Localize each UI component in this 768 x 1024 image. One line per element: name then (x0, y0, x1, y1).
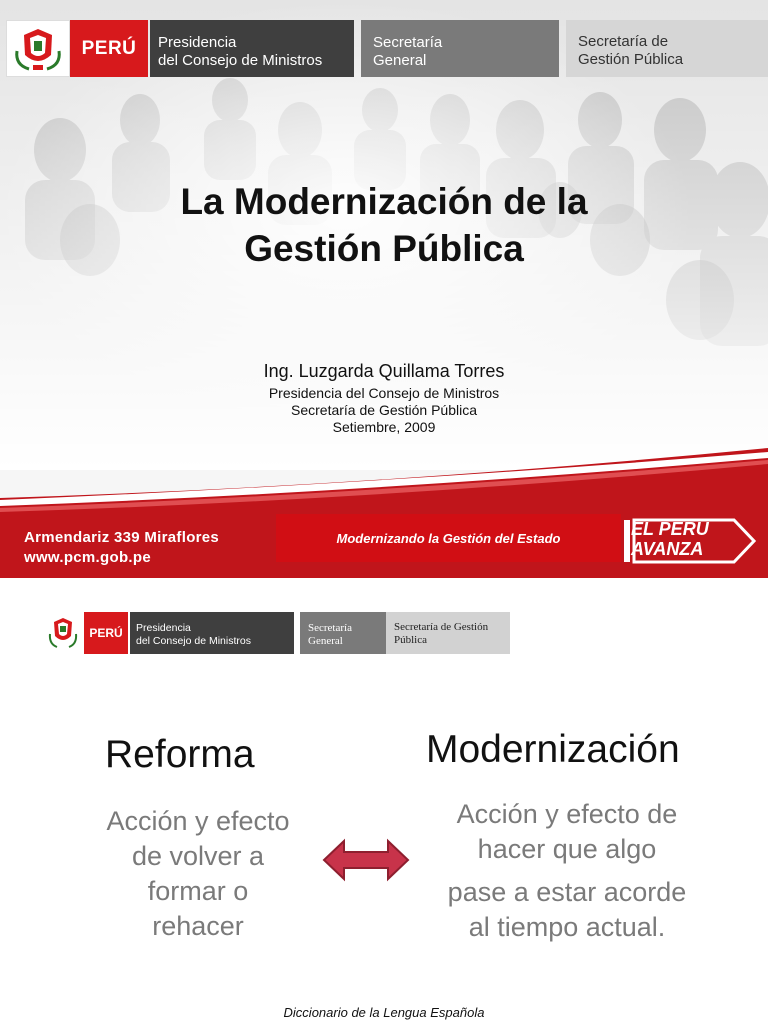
term-reforma: Reforma (105, 733, 255, 776)
def-left-line1: Acción y efecto (106, 806, 290, 836)
sg-line2: General (308, 635, 343, 647)
def-right-line2: hacer que algo (477, 834, 657, 864)
author-name: Ing. Luzgarda Quillama Torres (263, 361, 505, 381)
footer-swoosh (0, 448, 768, 518)
pcm-line2: del Consejo de Ministros (158, 52, 323, 69)
pcm-line1: Presidencia (136, 622, 191, 634)
def-right-line1: Acción y efecto de (456, 799, 678, 829)
sg-line1: Secretaría (373, 34, 443, 51)
sgp-line1: Secretaría de Gestión (394, 621, 489, 633)
footer-slogan: Modernizando la Gestión del Estado (276, 514, 621, 562)
el-peru-avanza-text (631, 519, 709, 559)
def-right-line4: al tiempo actual. (468, 912, 666, 942)
footer-contact (24, 528, 219, 568)
sgp-line2: Gestión Pública (578, 51, 684, 68)
pcm-block (130, 612, 294, 654)
term-modernizacion: Modernización (426, 728, 680, 771)
org-line1: Presidencia del Consejo de Ministros (268, 385, 500, 401)
def-right-line3: pase a estar acorde (447, 877, 687, 907)
pcm-line2: del Consejo de Ministros (136, 635, 251, 647)
title-line2: Gestión Pública (244, 228, 524, 269)
pcm-block (150, 20, 354, 77)
peru-coat-of-arms-icon (44, 612, 82, 654)
def-left-line4: rehacer (152, 911, 244, 941)
title-line1: La Modernización de la (180, 181, 588, 222)
peru-label: PERÚ (70, 20, 148, 77)
def-left-line2: de volver a (131, 841, 265, 871)
sgp-line1: Secretaría de (578, 33, 669, 50)
logo-line2: AVANZA (631, 539, 704, 559)
secretaria-gestion-publica-block (386, 612, 510, 654)
def-left-line3: formar o (147, 876, 249, 906)
source-citation: Diccionario de la Lengua Española (283, 1005, 485, 1020)
org-line2: Secretaría de Gestión Pública (291, 402, 477, 418)
logo-line1: EL PERU (631, 519, 709, 539)
footer-url[interactable]: www.pcm.gob.pe (24, 549, 151, 566)
secretaria-gestion-publica-block (566, 20, 768, 77)
peru-coat-of-arms-icon (6, 20, 70, 77)
secretaria-general-block (361, 20, 559, 77)
sgp-line2: Pública (394, 634, 427, 646)
slide-title (0, 178, 768, 272)
definition-reforma (68, 804, 328, 944)
double-arrow-icon (322, 838, 410, 882)
sg-line1: Secretaría (308, 622, 352, 634)
peru-label: PERÚ (84, 612, 128, 654)
date: Setiembre, 2009 (332, 419, 436, 435)
institution-header (6, 20, 768, 77)
definition-modernizacion (418, 797, 716, 945)
sg-line2: General (373, 52, 427, 69)
footer-address: Armendariz 339 Miraflores (24, 529, 220, 546)
pcm-line1: Presidencia (158, 34, 237, 51)
